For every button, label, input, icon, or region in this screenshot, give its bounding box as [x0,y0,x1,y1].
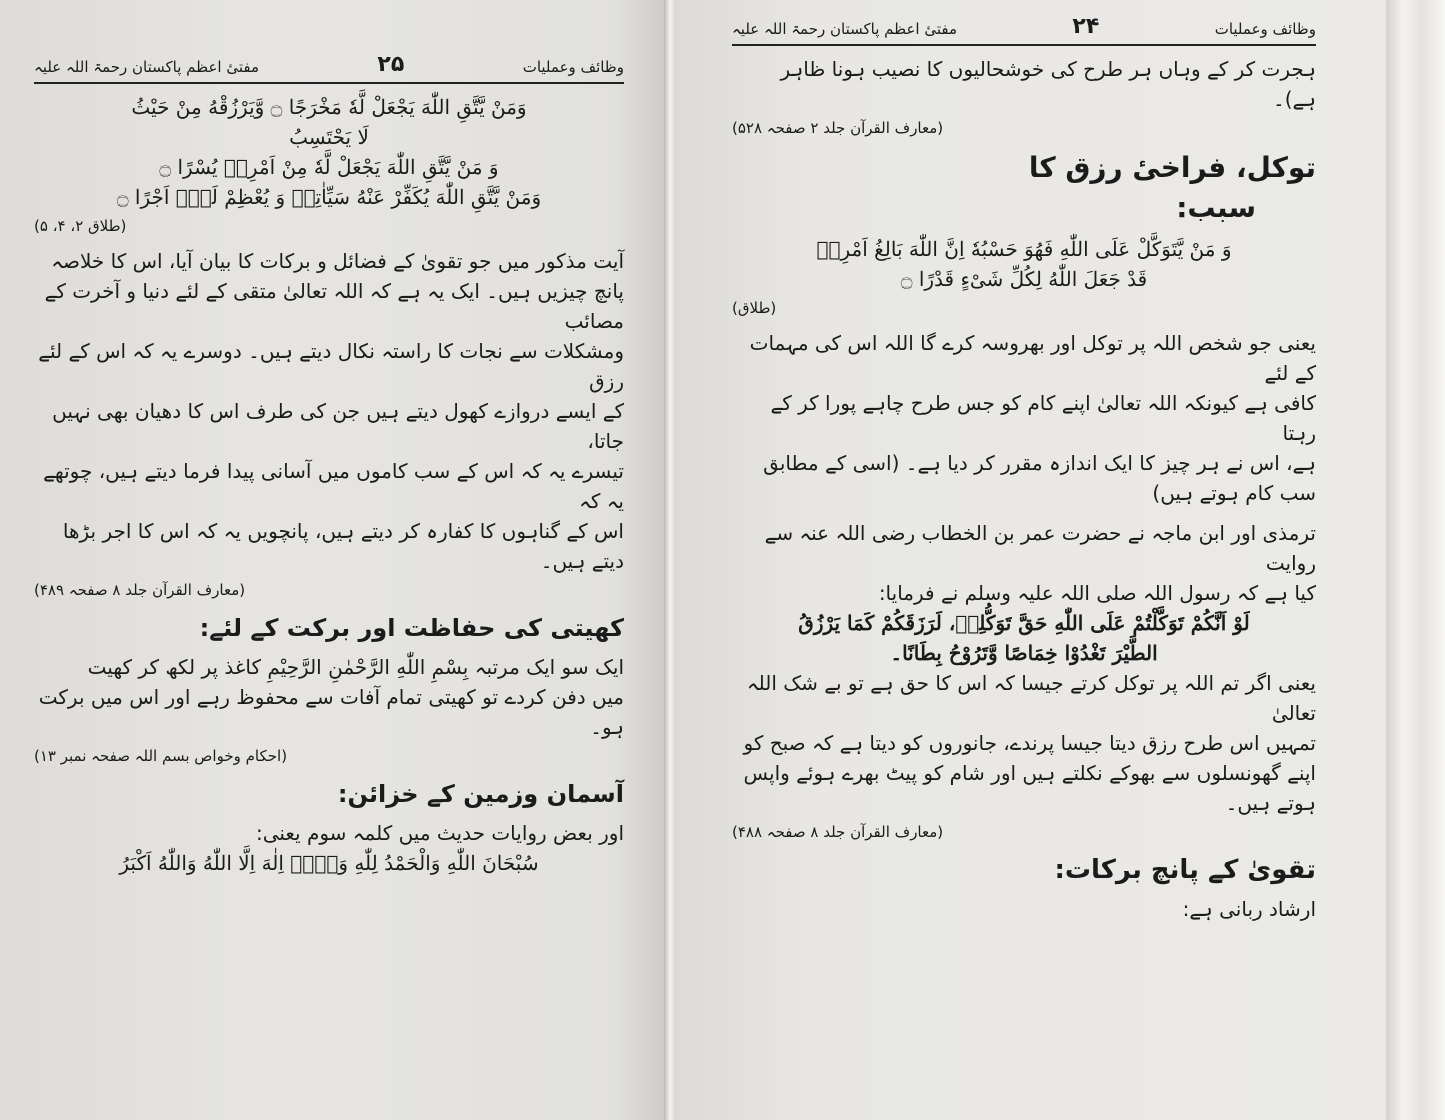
right-page-header [732,14,1316,46]
paragraph-line: ترمذی اور ابن ماجہ نے حضرت عمر بن الخطاب رضی اللہ عنہ سے روایت [764,521,1316,575]
section-heading: تقویٰ کے پانچ برکات: [1054,855,1316,885]
section-line: ایک سو ایک مرتبہ بِسْمِ اللّٰهِ الرَّحْمٰنِ الرَّحِیْمِ کاغذ پر لکھ کر کھیت [87,655,624,679]
section-heading: کھیتی کی حفاظت اور برکت کے لئے: [199,614,624,642]
paragraph-line: ہوتے ہیں۔ [1225,791,1316,815]
right-header-book-title: وظائف وعملیات [1214,20,1316,38]
right-header-author: مفتیٔ اعظم پاکستان رحمۃ اللہ علیہ [732,20,957,38]
book-gutter [664,0,676,1120]
left-page-number: ۲۵ [377,52,405,77]
intro-line: ہے)۔ [1273,87,1316,111]
closing-line: ارشاد ربانی ہے: [1182,897,1316,921]
paragraph-line: اس کے گناہوں کا کفارہ کر دیتے ہیں، پانچویں یہ کہ اس کا اجر بڑھا دیتے ہیں۔ [62,519,624,573]
verse-citation: (طلاق ۲، ۴، ۵) [34,217,127,235]
paragraph-line: تمہیں اس طرح رزق دیتا جیسا پرندے، جانوروں کو دیتا ہے کہ صبح کو [743,731,1316,755]
paragraph-line: کیا ہے کہ رسول اللہ صلی اللہ علیہ وسلم نے فرمایا: [878,581,1316,605]
verse-citation: (طلاق) [732,299,777,317]
verse-line: وَمَنْ یَّتَّقِ اللّٰهَ یَجْعَلْ لَّهٗ مَخْرَجًا ۝ وَّیَرْزُقْهُ مِنْ حَیْثُ [131,95,527,119]
section-line: اور بعض روایات حدیث میں کلمہ سوم یعنی: [255,821,624,845]
paragraph-line: یعنی اگر تم اللہ پر توکل کرتے جیسا کہ اس کا حق ہے تو بے شک اللہ تعالیٰ [746,671,1316,725]
paragraph-line: ہے، اس نے ہر چیز کا ایک اندازہ مقرر کر دیا ہے۔ (اسی کے مطابق [763,451,1316,475]
left-header-author: مفتیٔ اعظم پاکستان رحمۃ اللہ علیہ [34,58,259,76]
paragraph-line: ومشکلات سے نجات کا راستہ نکال دیتے ہیں۔ دوسرے یہ کہ اس کے لئے رزق [38,339,624,393]
hadith-line: الطَّیْرَ تَغْدُوْا خِمَاصًا وَّتَرُوْحُ بِطَانًا۔ [890,641,1158,665]
verse-line: وَ مَنْ یَّتَوَكَّلْ عَلَى اللّٰهِ فَهُوَ حَسْبُهٗ اِنَّ اللّٰهَ بَالِغُ اَمْرِهٖ [816,237,1232,261]
paragraph-line: تیسرے یہ کہ اس کے سب کاموں میں آسانی پیدا فرما دیتے ہیں، چوتھے یہ کہ [43,459,624,513]
verse-line: قَدْ جَعَلَ اللّٰهُ لِكُلِّ شَیْءٍ قَدْرًا ۝ [900,267,1148,291]
paragraph-line: سب کام ہوتے ہیں) [1152,481,1316,505]
left-page-header [34,52,624,84]
section-heading: آسمان وزمین کے خزائن: [337,780,624,808]
intro-citation: (معارف القرآن جلد ۲ صفحہ ۵۲۸) [732,119,944,137]
paragraph-line: اپنے گھونسلوں سے بھوکے نکلتے ہیں اور شام کو پیٹ بھرے ہوئے واپس [743,761,1316,785]
right-page-number: ۲۴ [1072,14,1100,39]
section-heading: توکل، فراخیٔ رزق کا [1028,151,1316,184]
paragraph-line: آیت مذکور میں جو تقویٰ کے فضائل و برکات کا بیان آیا، اس کا خلاصہ [51,249,624,273]
verse-line: وَ مَنْ یَّتَّقِ اللّٰهَ یَجْعَلْ لَّهٗ مِنْ اَمْرِهٖ یُسْرًا ۝ [159,155,499,179]
section-line: سُبْحَانَ اللّٰهِ وَالْحَمْدُ لِلّٰهِ وَلَاۤ اِلٰهَ اِلَّا اللّٰهُ وَاللّٰهُ اَكْبَرُ [119,851,539,875]
right-page [676,0,1386,1120]
paragraph-citation: (معارف القرآن جلد ۸ صفحہ ۴۸۸) [732,823,944,841]
section-heading: سبب: [1176,191,1256,224]
section-line: میں دفن کردے تو کھیتی تمام آفات سے محفوظ رہے اور اس میں برکت ہو۔ [38,685,624,739]
page-stack-edge [1386,0,1445,1120]
section-citation: (احکام وخواص بسم اللہ صفحہ نمبر ۱۳) [34,747,288,765]
intro-line: ہجرت کر کے وہاں ہر طرح کی خوشحالیوں کا نصیب ہونا ظاہر [780,57,1316,81]
paragraph-citation: (معارف القرآن جلد ۸ صفحہ ۴۸۹) [34,581,246,599]
verse-line: وَمَنْ یَّتَّقِ اللّٰهَ یُكَفِّرْ عَنْهُ سَیِّاٰتِهٖ وَ یُعْظِمْ لَهٗۤ اَجْرًا ۝ [116,185,542,209]
verse-line: لَا یَحْتَسِبُ [289,125,369,149]
paragraph-line: کے ایسے دروازے کھول دیتے ہیں جن کی طرف اس کا دھیان بھی نہیں جاتا، [52,399,624,453]
left-header-book-title: وظائف وعملیات [522,58,624,76]
paragraph-line: کافی ہے کیونکہ اللہ تعالیٰ اپنے کام کو جس طرح چاہے پورا کر کے رہتا [770,391,1316,445]
paragraph-line: یعنی جو شخص اللہ پر توکل اور بھروسہ کرے گا اللہ اس کی مہمات کے لئے [749,331,1316,385]
left-page [0,0,664,1120]
hadith-line: لَوْ اَنَّكُمْ تَوَكَّلْتُمْ عَلَى اللّٰهِ حَقَّ تَوَكُّلِهٖ، لَرَزَقَكُمْ كَمَا یَرْزُقُ [798,611,1250,635]
paragraph-line: پانچ چیزیں ہیں۔ ایک یہ ہے کہ اللہ تعالیٰ متقی کے لئے دنیا و آخرت کے مصائب [44,279,624,333]
